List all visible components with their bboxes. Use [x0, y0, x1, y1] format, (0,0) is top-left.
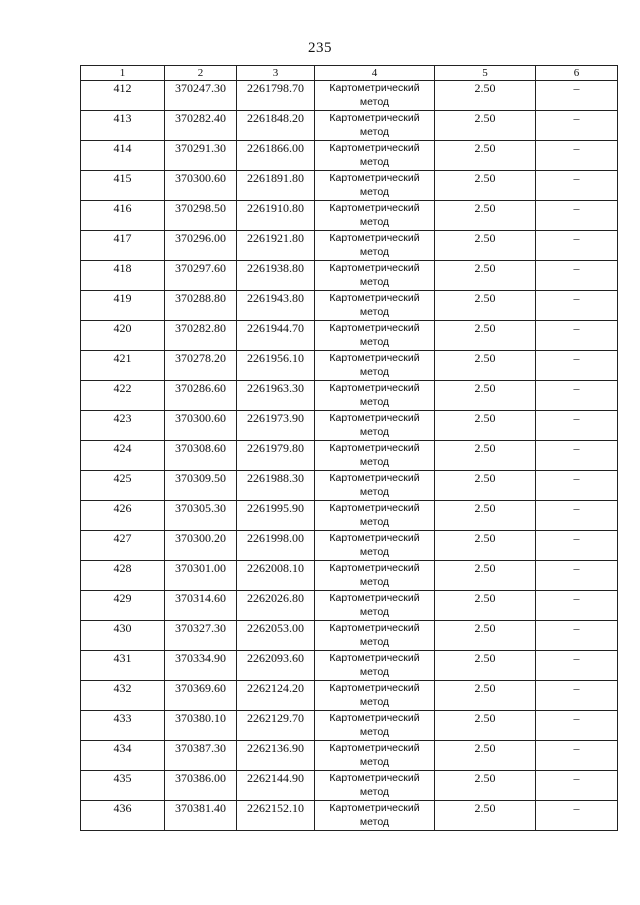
- table-row: [81, 801, 618, 831]
- x-coordinate-cell: 370288.80: [165, 291, 237, 321]
- method-line-2: метод: [359, 186, 390, 198]
- x-coordinate-cell: 370380.10: [165, 711, 237, 741]
- point-number-cell: 413: [81, 111, 165, 141]
- table-row: [81, 411, 618, 441]
- x-coordinate-cell: 370308.60: [165, 441, 237, 471]
- x-coordinate-cell: 370301.00: [165, 561, 237, 591]
- dash-mark: –: [573, 801, 580, 815]
- x-coordinate-cell: 370247.30: [165, 81, 237, 111]
- table-row: [81, 261, 618, 291]
- y-coordinate-cell: 2261956.10: [237, 351, 315, 381]
- point-number-cell: 429: [81, 591, 165, 621]
- x-coordinate-cell: 370282.80: [165, 321, 237, 351]
- table-row: [81, 771, 618, 801]
- precision-cell: 2.50: [435, 351, 536, 381]
- column-header: 1: [81, 66, 165, 81]
- y-coordinate-cell: 2261866.00: [237, 141, 315, 171]
- point-number-cell: 418: [81, 261, 165, 291]
- precision-cell: 2.50: [435, 411, 536, 441]
- table-row: [81, 621, 618, 651]
- x-coordinate-cell: 370300.20: [165, 531, 237, 561]
- method-line-2: метод: [359, 306, 390, 318]
- note-cell: [536, 351, 618, 381]
- table-row: [81, 111, 618, 141]
- dash-mark: –: [573, 771, 580, 785]
- method-line-2: метод: [359, 786, 390, 798]
- dash-mark: –: [573, 531, 580, 545]
- dash-mark: –: [573, 471, 580, 485]
- y-coordinate-cell: 2261944.70: [237, 321, 315, 351]
- dash-mark: –: [573, 651, 580, 665]
- table-row: [81, 471, 618, 501]
- y-coordinate-cell: 2261938.80: [237, 261, 315, 291]
- x-coordinate-cell: 370305.30: [165, 501, 237, 531]
- precision-cell: 2.50: [435, 291, 536, 321]
- method-line-2: метод: [359, 366, 390, 378]
- method-cell: [315, 411, 435, 441]
- table-row: [81, 651, 618, 681]
- method-cell: [315, 741, 435, 771]
- method-line-2: метод: [359, 456, 390, 468]
- precision-cell: 2.50: [435, 171, 536, 201]
- column-header: 6: [536, 66, 618, 81]
- method-cell: [315, 441, 435, 471]
- precision-cell: 2.50: [435, 381, 536, 411]
- method-line-2: метод: [359, 96, 390, 108]
- point-number-cell: 432: [81, 681, 165, 711]
- point-number-cell: 422: [81, 381, 165, 411]
- method-line-1: Картометрический: [329, 382, 420, 394]
- method-cell: [315, 531, 435, 561]
- x-coordinate-cell: 370387.30: [165, 741, 237, 771]
- method-cell: [315, 171, 435, 201]
- dash-mark: –: [573, 291, 580, 305]
- precision-cell: 2.50: [435, 711, 536, 741]
- page-number: 235: [308, 40, 332, 56]
- y-coordinate-cell: 2261910.80: [237, 201, 315, 231]
- method-line-2: метод: [359, 336, 390, 348]
- column-header: 2: [165, 66, 237, 81]
- note-cell: [536, 171, 618, 201]
- x-coordinate-cell: 370291.30: [165, 141, 237, 171]
- x-coordinate-cell: 370297.60: [165, 261, 237, 291]
- table-row: [81, 501, 618, 531]
- method-line-2: метод: [359, 276, 390, 288]
- method-cell: [315, 351, 435, 381]
- note-cell: [536, 561, 618, 591]
- point-number-cell: 417: [81, 231, 165, 261]
- method-line-2: метод: [359, 726, 390, 738]
- dash-mark: –: [573, 411, 580, 425]
- table-header-row: [81, 66, 618, 81]
- x-coordinate-cell: 370327.30: [165, 621, 237, 651]
- dash-mark: –: [573, 741, 580, 755]
- method-line-1: Картометрический: [329, 202, 420, 214]
- method-line-1: Картометрический: [329, 772, 420, 784]
- method-line-2: метод: [359, 636, 390, 648]
- table-row: [81, 231, 618, 261]
- table-row: [81, 201, 618, 231]
- point-number-cell: 436: [81, 801, 165, 831]
- precision-cell: 2.50: [435, 681, 536, 711]
- dash-mark: –: [573, 201, 580, 215]
- table-row: [81, 141, 618, 171]
- column-header: 5: [435, 66, 536, 81]
- point-number-cell: 433: [81, 711, 165, 741]
- note-cell: [536, 111, 618, 141]
- method-line-1: Картометрический: [329, 112, 420, 124]
- method-line-2: метод: [359, 816, 390, 828]
- method-cell: [315, 231, 435, 261]
- method-line-1: Картометрический: [329, 712, 420, 724]
- precision-cell: 2.50: [435, 81, 536, 111]
- method-cell: [315, 261, 435, 291]
- precision-cell: 2.50: [435, 441, 536, 471]
- note-cell: [536, 531, 618, 561]
- point-number-cell: 428: [81, 561, 165, 591]
- point-number-cell: 420: [81, 321, 165, 351]
- method-line-2: метод: [359, 426, 390, 438]
- table-row: [81, 561, 618, 591]
- method-cell: [315, 771, 435, 801]
- method-cell: [315, 501, 435, 531]
- method-cell: [315, 381, 435, 411]
- dash-mark: –: [573, 351, 580, 365]
- point-number-cell: 427: [81, 531, 165, 561]
- x-coordinate-cell: 370334.90: [165, 651, 237, 681]
- point-number-cell: 435: [81, 771, 165, 801]
- y-coordinate-cell: 2262008.10: [237, 561, 315, 591]
- note-cell: [536, 201, 618, 231]
- table-row: [81, 351, 618, 381]
- table-row: [81, 711, 618, 741]
- method-line-1: Картометрический: [329, 682, 420, 694]
- point-number-cell: 416: [81, 201, 165, 231]
- note-cell: [536, 681, 618, 711]
- note-cell: [536, 261, 618, 291]
- method-line-2: метод: [359, 696, 390, 708]
- dash-mark: –: [573, 591, 580, 605]
- precision-cell: 2.50: [435, 471, 536, 501]
- point-number-cell: 434: [81, 741, 165, 771]
- point-number-cell: 415: [81, 171, 165, 201]
- table-row: [81, 81, 618, 111]
- method-line-2: метод: [359, 156, 390, 168]
- point-number-cell: 424: [81, 441, 165, 471]
- point-number-cell: 421: [81, 351, 165, 381]
- note-cell: [536, 231, 618, 261]
- y-coordinate-cell: 2261963.30: [237, 381, 315, 411]
- method-line-2: метод: [359, 546, 390, 558]
- note-cell: [536, 441, 618, 471]
- precision-cell: 2.50: [435, 321, 536, 351]
- note-cell: [536, 381, 618, 411]
- note-cell: [536, 591, 618, 621]
- y-coordinate-cell: 2261798.70: [237, 81, 315, 111]
- method-line-2: метод: [359, 756, 390, 768]
- y-coordinate-cell: 2262053.00: [237, 621, 315, 651]
- precision-cell: 2.50: [435, 621, 536, 651]
- note-cell: [536, 141, 618, 171]
- table-row: [81, 441, 618, 471]
- note-cell: [536, 801, 618, 831]
- dash-mark: –: [573, 81, 580, 95]
- dash-mark: –: [573, 231, 580, 245]
- precision-cell: 2.50: [435, 501, 536, 531]
- method-line-1: Картометрический: [329, 142, 420, 154]
- precision-cell: 2.50: [435, 801, 536, 831]
- note-cell: [536, 471, 618, 501]
- method-cell: [315, 621, 435, 651]
- note-cell: [536, 771, 618, 801]
- precision-cell: 2.50: [435, 651, 536, 681]
- x-coordinate-cell: 370300.60: [165, 171, 237, 201]
- method-line-1: Картометрический: [329, 562, 420, 574]
- method-cell: [315, 561, 435, 591]
- method-line-1: Картометрический: [329, 412, 420, 424]
- method-line-2: метод: [359, 246, 390, 258]
- method-cell: [315, 141, 435, 171]
- dash-mark: –: [573, 381, 580, 395]
- y-coordinate-cell: 2261995.90: [237, 501, 315, 531]
- method-cell: [315, 81, 435, 111]
- dash-mark: –: [573, 711, 580, 725]
- method-line-2: метод: [359, 666, 390, 678]
- table-row: [81, 381, 618, 411]
- method-line-1: Картометрический: [329, 442, 420, 454]
- precision-cell: 2.50: [435, 261, 536, 291]
- method-line-2: метод: [359, 486, 390, 498]
- precision-cell: 2.50: [435, 141, 536, 171]
- method-line-2: метод: [359, 606, 390, 618]
- point-number-cell: 425: [81, 471, 165, 501]
- table-row: [81, 531, 618, 561]
- y-coordinate-cell: 2262144.90: [237, 771, 315, 801]
- x-coordinate-cell: 370314.60: [165, 591, 237, 621]
- y-coordinate-cell: 2262124.20: [237, 681, 315, 711]
- precision-cell: 2.50: [435, 111, 536, 141]
- dash-mark: –: [573, 261, 580, 275]
- x-coordinate-cell: 370286.60: [165, 381, 237, 411]
- y-coordinate-cell: 2262129.70: [237, 711, 315, 741]
- dash-mark: –: [573, 321, 580, 335]
- method-line-1: Картометрический: [329, 502, 420, 514]
- precision-cell: 2.50: [435, 201, 536, 231]
- method-cell: [315, 201, 435, 231]
- method-line-1: Картометрический: [329, 592, 420, 604]
- x-coordinate-cell: 370381.40: [165, 801, 237, 831]
- note-cell: [536, 741, 618, 771]
- y-coordinate-cell: 2262026.80: [237, 591, 315, 621]
- x-coordinate-cell: 370300.60: [165, 411, 237, 441]
- point-number-cell: 414: [81, 141, 165, 171]
- y-coordinate-cell: 2261921.80: [237, 231, 315, 261]
- method-cell: [315, 111, 435, 141]
- method-line-2: метод: [359, 576, 390, 588]
- y-coordinate-cell: 2262152.10: [237, 801, 315, 831]
- precision-cell: 2.50: [435, 771, 536, 801]
- dash-mark: –: [573, 621, 580, 635]
- dash-mark: –: [573, 681, 580, 695]
- table-row: [81, 591, 618, 621]
- method-cell: [315, 471, 435, 501]
- method-line-1: Картометрический: [329, 232, 420, 244]
- method-cell: [315, 291, 435, 321]
- note-cell: [536, 621, 618, 651]
- method-cell: [315, 591, 435, 621]
- method-cell: [315, 801, 435, 831]
- y-coordinate-cell: 2261988.30: [237, 471, 315, 501]
- note-cell: [536, 321, 618, 351]
- x-coordinate-cell: 370386.00: [165, 771, 237, 801]
- precision-cell: 2.50: [435, 231, 536, 261]
- point-number-cell: 412: [81, 81, 165, 111]
- y-coordinate-cell: 2261848.20: [237, 111, 315, 141]
- method-line-1: Картометрический: [329, 292, 420, 304]
- method-cell: [315, 321, 435, 351]
- table-row: [81, 291, 618, 321]
- method-line-1: Картометрический: [329, 472, 420, 484]
- method-line-1: Картометрический: [329, 652, 420, 664]
- point-number-cell: 431: [81, 651, 165, 681]
- precision-cell: 2.50: [435, 561, 536, 591]
- method-line-1: Картометрический: [329, 532, 420, 544]
- dash-mark: –: [573, 171, 580, 185]
- method-line-2: метод: [359, 396, 390, 408]
- y-coordinate-cell: 2261891.80: [237, 171, 315, 201]
- dash-mark: –: [573, 141, 580, 155]
- point-number-cell: 430: [81, 621, 165, 651]
- x-coordinate-cell: 370278.20: [165, 351, 237, 381]
- precision-cell: 2.50: [435, 741, 536, 771]
- x-coordinate-cell: 370296.00: [165, 231, 237, 261]
- y-coordinate-cell: 2261973.90: [237, 411, 315, 441]
- method-line-1: Картометрический: [329, 802, 420, 814]
- x-coordinate-cell: 370298.50: [165, 201, 237, 231]
- x-coordinate-cell: 370309.50: [165, 471, 237, 501]
- method-line-1: Картометрический: [329, 322, 420, 334]
- method-line-1: Картометрический: [329, 742, 420, 754]
- method-line-2: метод: [359, 126, 390, 138]
- note-cell: [536, 501, 618, 531]
- table-row: [81, 741, 618, 771]
- method-line-1: Картометрический: [329, 82, 420, 94]
- method-line-1: Картометрический: [329, 172, 420, 184]
- y-coordinate-cell: 2262136.90: [237, 741, 315, 771]
- x-coordinate-cell: 370369.60: [165, 681, 237, 711]
- column-header: 4: [315, 66, 435, 81]
- dash-mark: –: [573, 501, 580, 515]
- note-cell: [536, 411, 618, 441]
- note-cell: [536, 711, 618, 741]
- method-line-1: Картометрический: [329, 262, 420, 274]
- precision-cell: 2.50: [435, 531, 536, 561]
- table-row: [81, 321, 618, 351]
- dash-mark: –: [573, 111, 580, 125]
- coordinates-table: [80, 65, 618, 831]
- y-coordinate-cell: 2262093.60: [237, 651, 315, 681]
- point-number-cell: 423: [81, 411, 165, 441]
- table-row: [81, 681, 618, 711]
- precision-cell: 2.50: [435, 591, 536, 621]
- method-line-1: Картометрический: [329, 352, 420, 364]
- table-row: [81, 171, 618, 201]
- point-number-cell: 419: [81, 291, 165, 321]
- method-cell: [315, 711, 435, 741]
- note-cell: [536, 81, 618, 111]
- method-cell: [315, 681, 435, 711]
- column-header: 3: [237, 66, 315, 81]
- y-coordinate-cell: 2261998.00: [237, 531, 315, 561]
- note-cell: [536, 651, 618, 681]
- dash-mark: –: [573, 561, 580, 575]
- y-coordinate-cell: 2261943.80: [237, 291, 315, 321]
- x-coordinate-cell: 370282.40: [165, 111, 237, 141]
- method-line-2: метод: [359, 216, 390, 228]
- method-cell: [315, 651, 435, 681]
- y-coordinate-cell: 2261979.80: [237, 441, 315, 471]
- method-line-2: метод: [359, 516, 390, 528]
- note-cell: [536, 291, 618, 321]
- point-number-cell: 426: [81, 501, 165, 531]
- method-line-1: Картометрический: [329, 622, 420, 634]
- dash-mark: –: [573, 441, 580, 455]
